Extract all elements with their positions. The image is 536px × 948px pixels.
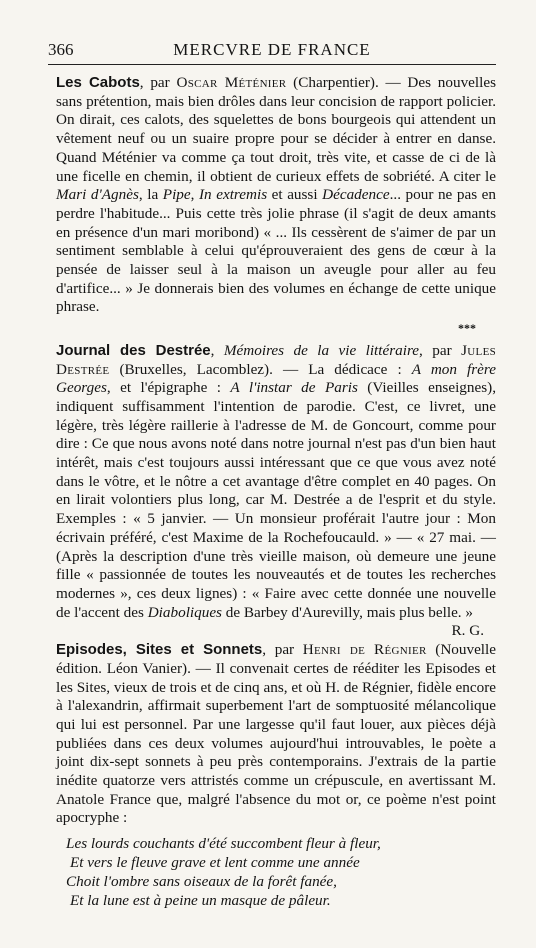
review-author: Jules Destrée: [56, 341, 497, 378]
review-by: , par: [262, 641, 303, 659]
verse-line: Et la lune est à peine un masque de pâleur.: [70, 892, 331, 910]
review-subtitle: Mémoires de la vie littéraire: [223, 341, 420, 359]
header-rule: [48, 64, 496, 65]
review-text: ,: [210, 341, 224, 359]
review-author: Oscar Méténier: [176, 74, 287, 91]
section-separator: ***: [458, 321, 476, 336]
review-text: (Charpentier). — Des nouvelles sans prétention, mais bien drôles dans leur concision de rapport policier. On dirait, ces calots, des squelettes de bons bourgeois qui attendent un vêtement neuf ou un suaire propre pour se décider à entrer en danse. Quand Méténier va comme ça tout droit, très vite, et casse de ci de là une ficelle en chemin, il obtient de curieux effets de sobriété. A citer le: [56, 74, 496, 185]
review-text: , et l'épigraphe :: [106, 379, 231, 397]
epigraph: A l'instar de Paris: [230, 379, 358, 397]
page-body: [56, 74, 496, 910]
page-header: [48, 40, 496, 64]
verse-line: Et vers le fleuve grave et lent comme une année: [70, 854, 360, 872]
work-title: Mari d'Agnès: [56, 186, 139, 204]
review-title: Les Cabots: [56, 74, 140, 91]
review-text: (Bruxelles, Lacomblez). — La dédicace :: [109, 360, 412, 378]
review-title: Episodes, Sites et Sonnets: [56, 641, 263, 659]
review-text: ... pour ne pas en perdre l'habitude... Puis cette très jolie phrase (il s'agit de deux amants en présence d'un mari moribond) « ... Ils cessèrent de s'aimer de par un sentiment semblable à celui qu'éprouveraient des gens de cœur à la pensée de laisser seul à la maison un aveugle pour aller au feu d'artifice... » Je donnerais bien des volumes en échange de cette unique phrase.: [56, 186, 496, 316]
review-regnier: [56, 641, 496, 828]
review-text: (Vieilles enseignes), indiquent suffisamment l'intention de parodie. C'est, ce livret, une légère, très légère raillerie à l'adresse de M. de Goncourt, comme pour dire : Ce que nous avons noté dans notre journal n'est pas d'un bien haut intérêt, mais c'est toujours aussi intéressant que ce que vous avez noté dans le vôtre, et le nôtre a cet avantage d'être complet en 40 pages. On en lirait volontiers plus long, car M. Destrée a de l'esprit et du style. Exemples : « 5 janvier. — Un monsieur proférait l'autre jour : Mon écrivain préféré, c'est Maxime de la Rochefoucauld. » — « 27 mai. — (Après la description d'une très vieille maison, où demeure une jeune fille « passionnée de toutes les nouveautés et de toutes les recherches modernes », ces deux lignes) : « Faire avec cette donnée une nouvelle de l'accent des: [56, 379, 496, 621]
work-title: Pipe: [162, 186, 191, 204]
work-title: Décadence: [322, 186, 390, 204]
review-author: Henri de Régnier: [302, 641, 427, 659]
review-title: Journal des Destrée: [56, 341, 211, 359]
verse-line: Les lourds couchants d'été succombent fleur à fleur,: [66, 835, 381, 853]
review-cabots: [56, 74, 496, 317]
running-title: MERCVRE DE FRANCE: [173, 40, 371, 59]
review-text: , la: [138, 186, 163, 204]
verse-quote: [66, 834, 496, 910]
reviewer-signature: R. G.: [451, 622, 484, 640]
review-by: , par: [139, 74, 177, 91]
review-by: , par: [419, 341, 462, 359]
review-text: (Nouvelle édition. Léon Vanier). — Il convenait certes de rééditer les Episodes et les Sites, vieux de trois et de cinq ans, et où H. de Régnier, fidèle encore à l'alexandrin, affirmait superbement l'art de somptuosité mélancolique qui lui est personnel. Par une largesse qu'il faut louer, aux pièces déjà publiées dans ces deux volumes aujourd'hui introuvables, le poète a joint dix-sept sonnets à peu près contemporains. J'extrais de la partie inédite quatorze vers attristés comme un crépuscule, en avertissant M. Anatole France que, malgré l'absence du mot or, ce poème n'est point apocryphe :: [56, 641, 496, 827]
work-title: In extremis: [199, 186, 268, 204]
work-title: Diaboliques: [147, 603, 222, 621]
review-destree: [56, 342, 496, 623]
review-text: de Barbey d'Aurevilly, mais plus belle. »: [221, 603, 473, 621]
page-number: 366: [48, 40, 74, 59]
dedication: A mon frère Georges: [56, 360, 496, 397]
review-text: ,: [190, 186, 199, 204]
verse-line: Choit l'ombre sans oiseaux de la forêt fanée,: [66, 873, 337, 891]
review-text: et aussi: [267, 186, 323, 204]
